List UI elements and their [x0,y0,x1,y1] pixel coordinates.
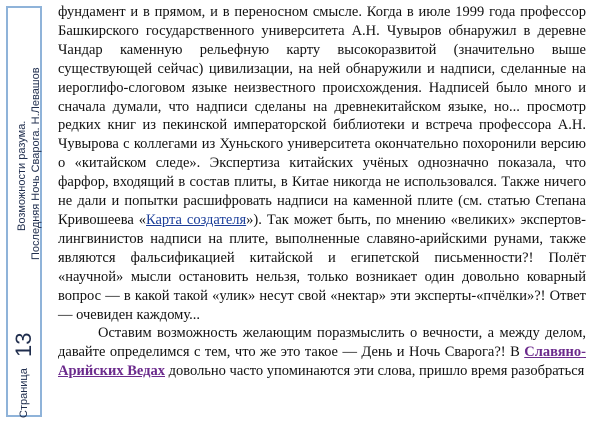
paragraph-2 [58,324,586,381]
page-label: Страница [18,368,30,418]
paragraph-2-text-a: Оставим возможность желающим поразмыслить о вечности, а между делом, давайте определимся с тем, что же это такое — День и Ночь Сварога?! В [58,325,586,361]
paragraph-2-text-b: довольно часто упоминаются эти слова, пришло время разобраться [165,363,585,380]
paragraph-1-text-b: »). Так может быть, по мнению «великих» экспертов-лингвинистов надписи на плите, выполненные славяно-арийскими рунами, также являются фальсификацией китайской и египетской письменности?! Полёт «научной» мысли остановить нельзя, только возникает один довольно коварный вопрос — в какой такой «улик» несут свой «нектар» эти эксперты-«пчёлки»?! Ответ — очевиден каждому... [58,211,587,323]
paragraph-1-text-a: фундамент и в прямом, и в переносном смысле. Когда в июле 1999 года профессор Башкирского государственного университета А.Н. Чувыров обнаружил в деревне Чандар каменную рельефную карту высокоразвитой (значительно выше существующей сейчас) цивилизации, на ней обнаружили и надписи, сделанные на иероглифо-слоговом языке неизвестного происхождения. Надписей было много и сначала думали, что надписи сделаны на древнекитайском языке, но... просмотр редких книг из пекинской императорской библиотеки и встреча профессора А.Н. Чувырова с коллегами из Хуньского университета окончательно похоронили версию о «китайском следе». Экспертиза китайских учёных однозначно показала, что фарфор, входящий в состав плиты, в Китае никогда не использовался. Также ничего не дали и попытки расшифровать надписи на каменной плите (см. статью Степана Кривошеева « [58,4,586,228]
paragraph-1 [58,3,586,324]
page-number: 13 [11,332,36,357]
page-sidebar [6,6,42,417]
slavic-aryan-vedas-link[interactable]: Славяно-Арийских Ведах [58,344,586,380]
book-title-line1: Возможности разума. [16,120,28,231]
book-title-line2: Последняя Ночь Сварога. Н.Левашов [30,67,42,260]
map-creator-link[interactable]: Карта создателя [146,211,247,228]
document-body [58,3,586,381]
